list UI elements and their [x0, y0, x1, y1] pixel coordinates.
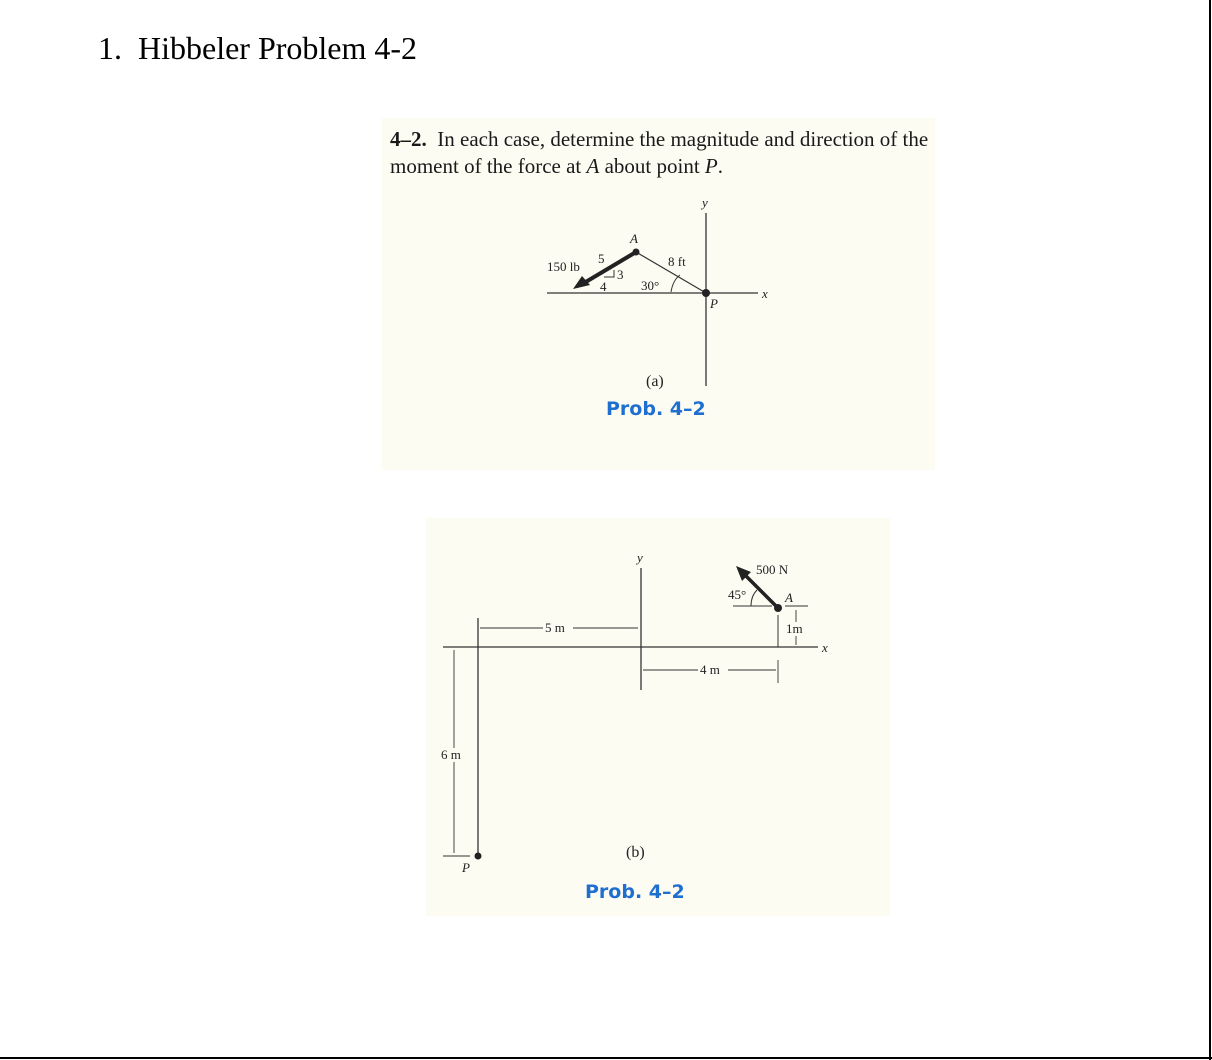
arrow-head-icon	[573, 276, 590, 289]
problem-point-p: P	[704, 154, 718, 178]
dist-right-label: 4 m	[700, 662, 720, 677]
force-label: 500 N	[756, 562, 789, 577]
dist-down-label: 6 m	[441, 747, 461, 762]
problem-point-a: A	[586, 154, 600, 178]
problem-text-2: about point	[599, 154, 705, 178]
figure-caption-a: Prob. 4–2	[606, 398, 706, 420]
x-axis-label: x	[822, 640, 828, 655]
page-border-bottom	[0, 1057, 1212, 1059]
angle-label: 30°	[641, 278, 660, 293]
point-p-dot	[702, 289, 710, 297]
figure-b	[426, 540, 890, 910]
angle-arc	[751, 590, 757, 606]
y-axis-label: y	[702, 195, 708, 210]
page-border-right	[1209, 0, 1211, 1060]
force-arrow-500n	[744, 574, 778, 608]
problem-number: 4–2.	[390, 127, 427, 151]
page-heading	[98, 28, 417, 68]
figure-caption-b: Prob. 4–2	[585, 881, 685, 903]
force-arrow-150lb	[584, 252, 636, 283]
point-a-label: A	[785, 590, 793, 605]
heading-title: Hibbeler Problem 4-2	[138, 30, 418, 66]
point-a-dot	[633, 249, 640, 256]
sub-caption-b: (b)	[626, 844, 645, 861]
x-axis-label: x	[762, 286, 768, 301]
slope-hyp-label: 5	[598, 251, 605, 266]
sub-caption-a: (a)	[646, 373, 664, 390]
point-a-dot	[774, 604, 782, 612]
length-label: 8 ft	[668, 254, 686, 269]
problem-statement	[390, 126, 935, 180]
slope-rise-label: 3	[617, 267, 624, 282]
problem-text-end: .	[717, 154, 723, 178]
slope-run-label: 4	[600, 279, 607, 294]
figure-a	[382, 190, 935, 430]
point-p-label: P	[710, 296, 718, 311]
angle-label: 45°	[728, 587, 747, 602]
problem-text-1: In each case, determine the magnitude and direction of the moment of the force at	[390, 127, 929, 178]
point-p-dot	[475, 853, 482, 860]
point-p-label: P	[462, 860, 470, 875]
point-a-label: A	[630, 231, 638, 246]
y-axis-label: y	[637, 550, 643, 565]
height-label: 1m	[786, 621, 803, 636]
force-label: 150 lb	[547, 259, 580, 274]
heading-number: 1.	[98, 30, 122, 66]
dist-left-label: 5 m	[545, 620, 565, 635]
